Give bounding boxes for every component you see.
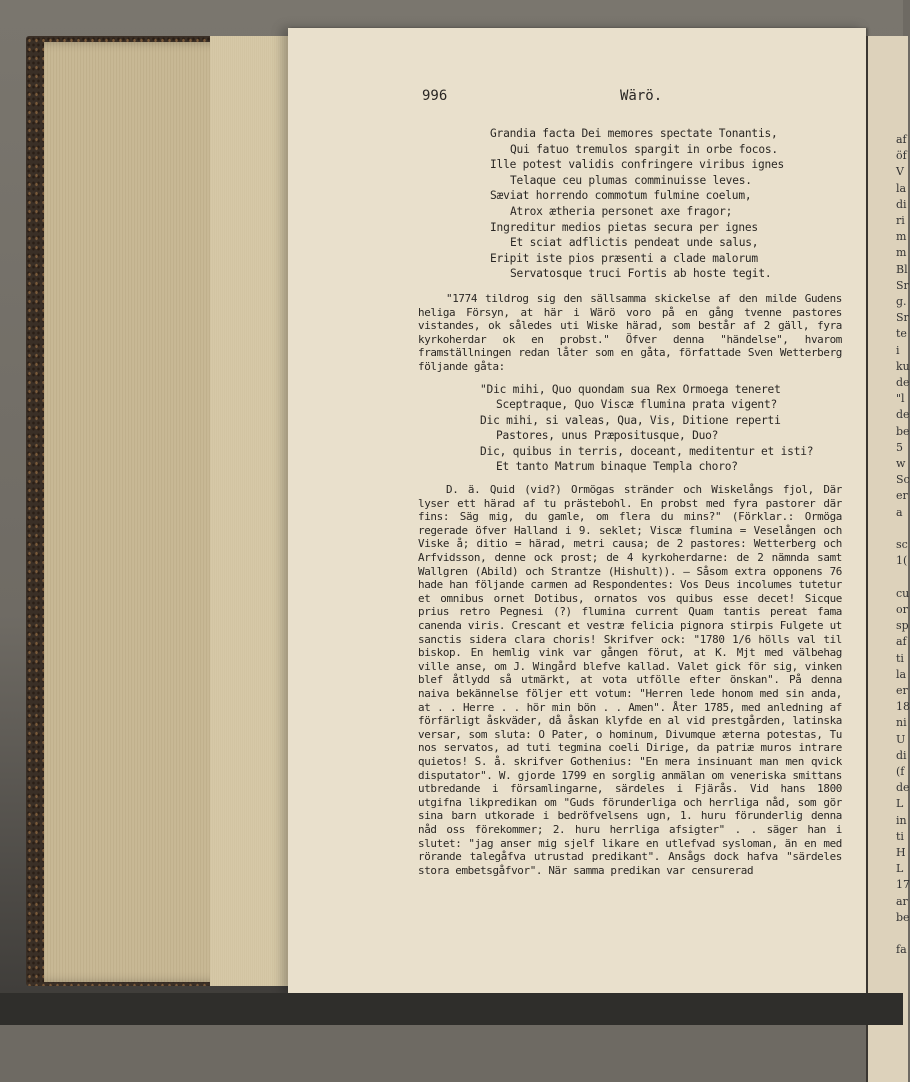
page-content (418, 88, 842, 877)
poem-line: Grandia facta Dei memores spectate Tonantis, (490, 127, 778, 140)
right-page-fragment: la (896, 181, 907, 195)
poem-line: Dic, quibus in terris, doceant, meditentur et isti? (480, 444, 814, 458)
poem-line: Sceptraque, Quo Viscæ flumina prata vigent? (496, 398, 778, 412)
right-page-fragment: i (896, 343, 900, 357)
right-page-fragment: di (896, 197, 907, 211)
poem-riddle (418, 382, 842, 476)
right-page-fragment: g. (896, 295, 907, 309)
right-page-fragment: "l (896, 392, 905, 406)
right-page-fragment: af (896, 133, 907, 146)
poem-line: Et tanto Matrum binaque Templa choro? (496, 460, 738, 474)
right-page-fragment: ri (896, 214, 905, 228)
right-page-fragment: be (896, 424, 910, 438)
right-page-fragment: er (896, 489, 908, 503)
right-page-fragment: be (896, 910, 910, 924)
right-page-fragment (868, 569, 908, 585)
right-page-fragment: 5 (896, 440, 903, 454)
right-page-fragment: H (896, 845, 906, 859)
paragraph-text: D. ä. Quid (vid?) Ormögas stränder och Wiskelångs fjol, Där lyser ett härad af tu prästebohl. En probst med fyra pastorer där fins: Säg mig, du gamle, om flera du mins?" (Förklar.: Ormöga regerade öfver Halland i 9. seklet; Viscæ flumina = Veselången och Viske å; ditio = härad, metri causa; de 2 pastores: Wetterberg och Arfvidsson, denne ock prost; de 4 kyrkoherdarne: de 2 nämnda samt Wallgren (Abild) och Strantze (Hishult)). — Såsom extra opponens 76 hade han följande carmen ad Respondentes: Vos Deus incolumes tutetur et omnibus ornet Dotibus, ornatos vos quibus esse decet! Sicque prius retro Pegnesi (?) flumina current Quam tantis pereat fama canenda viris. Crescant et vestræ felicia pignora stirpis Fulgete ut sanctis sidera clara choris! Skrifver ock: "1780 1/6 hölls val til biskop. En hemlig vink var gången förut, at K. Mjt med välbehag ville anse, om J. Wingård blefve kallad. Valet gick för sig, vinken blef åtlydd så utmärkt, at vota utfölle efter önskan". På denna naiva bekännelse följer ett votum: "Herren lede honom med sin anda, at . . Herre . . hör min bön . . Amen". Åter 1785, med anledning af förfärligt åskväder, då åskan klyfde en al vid prestgården, latinska versar, som sluta: O Pater, o hominum, Divumque æterna potestas, Tu nos servatos, ad tuti tegmina coeli Dirige, da patriæ muros intrare quietos! S. å. skrifver Gothenius: "En mera insinuant man men qvick disputator". W. gjorde 1799 en sorglig anmälan om veneriska smittans utbredande i församlingarne, särdeles i Fjärås. Vid hans 1800 utgifna likpredikan om "Guds förunderliga och herrliga nåd, som gör sina barn utkorade i bedröfvelsens ugn, 1. huru förunderlig denna nåd oss förekommer; 2. huru herrliga afsigter" . . säger han i slutet: "jag anser mig sjelf likare en utlefvad sysloman, än en med rörande talegåfva utrustad predikant". Ansågs dock hafva "särdeles stora embetsgåfvor". När samma predikan var censurerad (418, 483, 842, 877)
poem-line: Eripit iste pios præsenti a clade malorum (490, 251, 758, 265)
scanner-base (0, 993, 903, 1025)
page-title: Wärö. (620, 88, 663, 104)
right-page-fragment (868, 521, 908, 537)
right-page-fragment: de (896, 376, 910, 390)
next-page-fragment (866, 36, 908, 1082)
right-page-fragment: ti (896, 651, 904, 665)
running-header (418, 88, 842, 108)
right-page-fragment: ku (896, 359, 910, 373)
poem-line: Ingreditur medios pietas secura per ignes (490, 220, 758, 234)
right-page-fragment: w (896, 457, 906, 471)
right-page-fragment: a (896, 505, 903, 519)
right-page-fragment: fa (896, 943, 907, 957)
poem-line: Telaque ceu plumas comminuisse leves. (510, 173, 752, 187)
poem-line: Ille potest validis confringere viribus ignes (490, 158, 785, 172)
page-number: 996 (422, 88, 448, 104)
right-page-fragment: Sr (896, 311, 909, 325)
right-page-fragment: sp (896, 619, 909, 633)
right-page-fragment: te (896, 327, 907, 341)
poem-line: Qui fatuo tremulos spargit in orbe focos. (510, 142, 778, 156)
right-page-fragment: Bl (896, 262, 908, 276)
right-page-fragment: (f (896, 764, 905, 778)
right-page-fragment: 18 (896, 700, 910, 714)
poem-line: "Dic mihi, Quo quondam sua Rex Ormoega teneret (480, 382, 781, 396)
page-edges-light (210, 36, 290, 986)
right-page-fragment: U (896, 732, 906, 746)
right-page-fragment: Sc (896, 473, 910, 487)
poem-line: Atrox ætheria personet axe fragor; (510, 204, 733, 218)
right-page-fragment: er (896, 683, 908, 697)
paragraph-1774 (418, 292, 842, 374)
right-page-fragment: de (896, 408, 910, 422)
poem-line: Pastores, unus Præpositusque, Duo? (496, 429, 719, 443)
right-page-fragment: m (896, 246, 907, 260)
right-page-fragment: in (896, 813, 907, 827)
poem-grandia (418, 126, 842, 282)
right-page-fragment: L (896, 797, 904, 811)
paragraph-text: "1774 tildrog sig den sällsamma skickelse af den milde Gudens heliga Försyn, at här i Wärö voro på en gång tvenne pastores vistandes, ok således uti Wiske härad, som består af 2 gäll, fyra kyrkoherdar ok en probst." Öfver denna "händelse", hvarom framställningen redan låter som en gåta, författade Sven Wetterberg följande gåta: (418, 291, 842, 373)
paragraph-explanation (418, 483, 842, 877)
poem-line: Et sciat adflictis pendeat unde salus, (510, 236, 759, 250)
right-page-fragment: cu (896, 586, 910, 600)
right-page-fragment: di (896, 748, 907, 762)
poem-line: Servatosque truci Fortis ab hoste tegit. (510, 267, 772, 281)
right-page-fragment: ti (896, 829, 904, 843)
right-page-fragment: de (896, 781, 910, 795)
right-page-fragment: or (896, 602, 908, 616)
poem-line: Dic mihi, si valeas, Qua, Vis, Ditione reperti (480, 413, 781, 427)
right-page-fragment: 17 (896, 878, 910, 892)
right-page-fragment: Sr (896, 278, 909, 292)
right-page-fragment: m (896, 230, 907, 244)
right-page-fragment: ni (896, 716, 907, 730)
right-page-fragment: V (896, 165, 904, 179)
right-page-fragment: ar (896, 894, 908, 908)
right-page-fragment: L (896, 862, 904, 876)
right-page-fragment: la (896, 667, 907, 681)
right-page-fragment: sc (896, 538, 908, 552)
poem-line: Sæviat horrendo commotum fulmine coelum, (490, 189, 752, 203)
right-page-fragment: öf (896, 149, 907, 163)
right-page-fragment: 1( (896, 554, 908, 568)
right-page-fragment: af (896, 635, 907, 649)
right-page-fragment (868, 926, 908, 942)
